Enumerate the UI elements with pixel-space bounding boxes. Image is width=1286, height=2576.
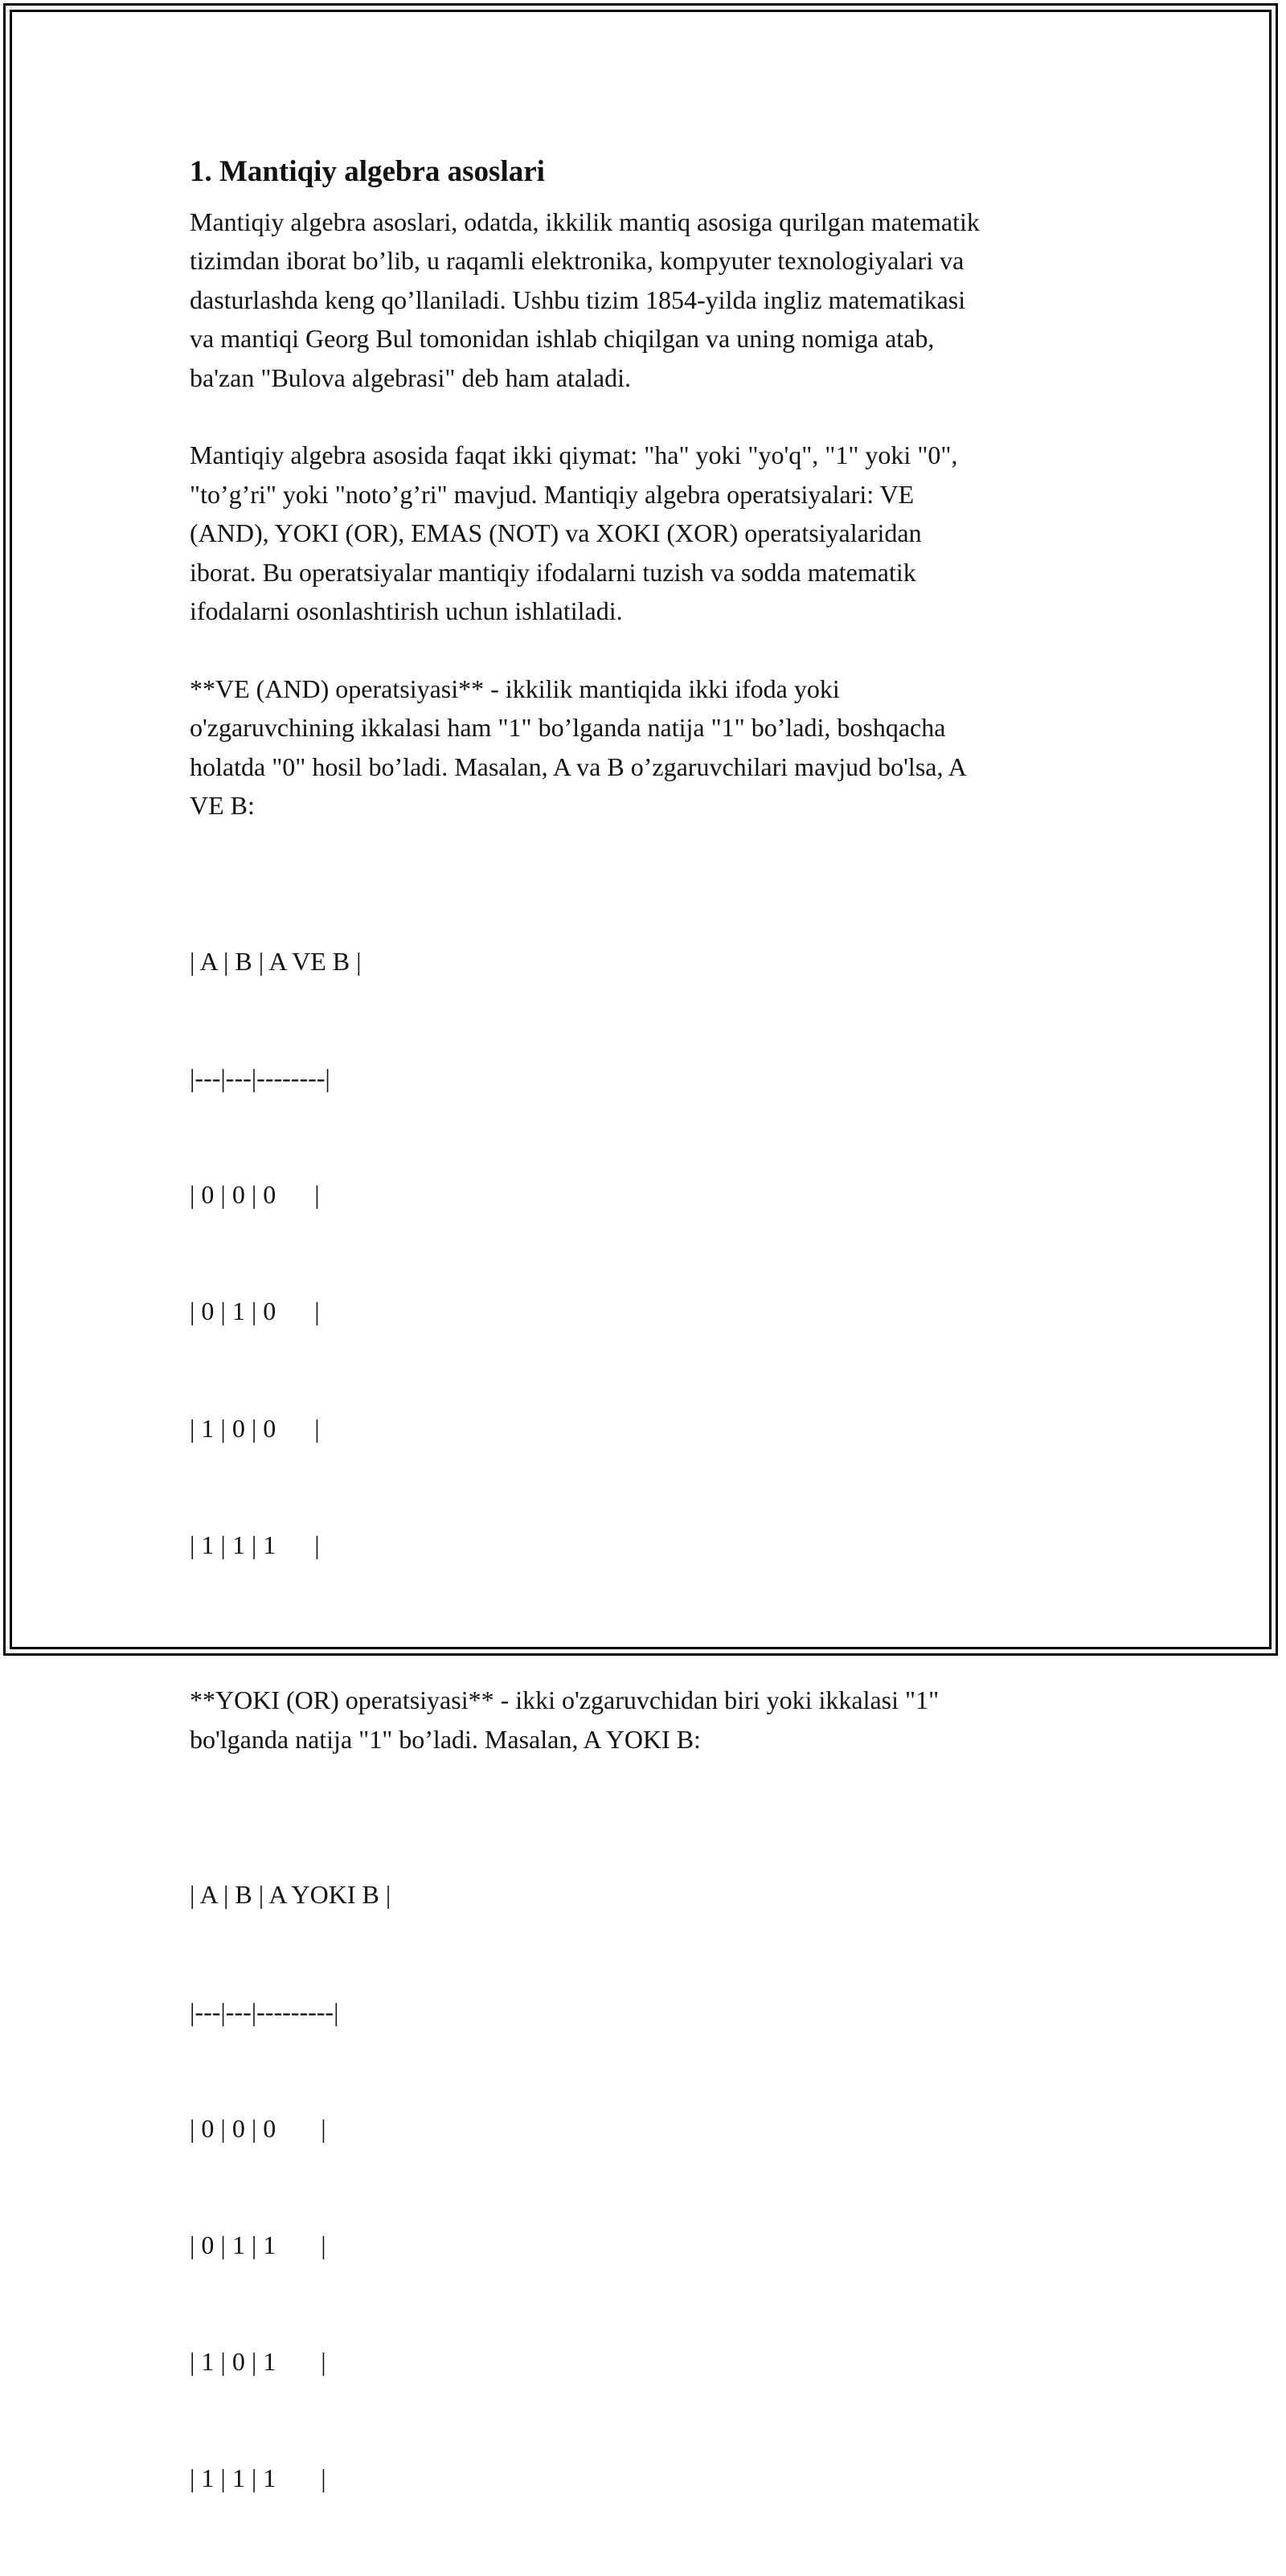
paragraph-line: va mantiqi Georg Bul tomonidan ishlab chiqilgan va uning nomiga atab,	[190, 324, 935, 354]
paragraph-line: "to’g’ri" yoki "noto’g’ri" mavjud. Mantiqiy algebra operatsiyalari: VE	[190, 479, 915, 509]
table-row: | A | B | A YOKI B |	[190, 1880, 391, 1910]
paragraph-line: (AND), YOKI (OR), EMAS (NOT) va XOKI (XOR) operatsiyalaridan	[190, 518, 922, 548]
paragraph-line: iborat. Bu operatsiyalar mantiqiy ifodalarni tuzish va sodda matematik	[190, 557, 916, 587]
paragraph-and	[190, 670, 1114, 825]
table-row: | 1 | 1 | 1 |	[190, 2463, 326, 2493]
paragraph-line: **VE (AND) operatsiyasi** - ikkilik mantiqida ikki ifoda yoki	[190, 674, 840, 703]
table-row: | 1 | 0 | 0 |	[190, 1413, 320, 1443]
section-heading: 1. Mantiqiy algebra asoslari	[190, 155, 545, 188]
paragraph-line: Mantiqiy algebra asosida faqat ikki qiymat: "ha" yoki "yo'q", "1" yoki "0",	[190, 440, 958, 470]
paragraph-line: ba'zan "Bulova algebrasi" deb ham ataladi.	[190, 362, 632, 392]
table-row: | 0 | 1 | 1 |	[190, 2230, 326, 2260]
truth-table-and	[190, 864, 1114, 1642]
paragraph-line: bo'lganda natija "1" bo’ladi. Masalan, A YOKI B:	[190, 1724, 701, 1754]
paragraph-line: tizimdan iborat bo’lib, u raqamli elektronika, kompyuter texnologiyalari va	[190, 246, 964, 276]
paragraph-line: o'zgaruvchining ikkalasi ham "1" bo’lganda natija "1" bo’ladi, boshqacha	[190, 713, 946, 743]
truth-table-or	[190, 1798, 1114, 2576]
table-row: | A | B | A VE B |	[190, 946, 362, 976]
paragraph-gap	[190, 1642, 1114, 1681]
paragraph-gap	[190, 630, 1114, 669]
paragraph-line: ifodalarni osonlashtirish uchun ishlatiladi.	[190, 596, 623, 626]
paragraph-line: holatda "0" hosil bo’ladi. Masalan, A va B o’zgaruvchilari mavjud bo'lsa, A	[190, 752, 967, 781]
paragraph-intro	[190, 203, 1114, 397]
paragraph-line: Mantiqiy algebra asoslari, odatda, ikkilik mantiq asosiga qurilgan matematik	[190, 207, 980, 236]
paragraph-gap	[190, 1759, 1114, 1797]
paragraph-or	[190, 1681, 1114, 1759]
table-row: | 0 | 1 | 0 |	[190, 1296, 320, 1326]
table-row: | 1 | 0 | 1 |	[190, 2347, 326, 2377]
paragraph-values	[190, 436, 1114, 630]
paragraph-gap	[190, 397, 1114, 436]
table-row: | 0 | 0 | 0 |	[190, 1180, 320, 1210]
paragraph-gap	[190, 825, 1114, 863]
paragraph-line: VE B:	[190, 791, 255, 821]
table-row: | 0 | 0 | 0 |	[190, 2113, 326, 2143]
table-row: | 1 | 1 | 1 |	[190, 1530, 320, 1559]
table-row: |---|---|--------|	[190, 1063, 330, 1092]
document-body	[190, 149, 1114, 2576]
paragraph-line: **YOKI (OR) operatsiyasi** - ikki o'zgaruvchidan biri yoki ikkalasi "1"	[190, 1685, 940, 1715]
table-row: |---|---|---------|	[190, 1997, 339, 2026]
paragraph-line: dasturlashda keng qo’llaniladi. Ushbu tizim 1854-yilda ingliz matematikasi	[190, 285, 966, 314]
